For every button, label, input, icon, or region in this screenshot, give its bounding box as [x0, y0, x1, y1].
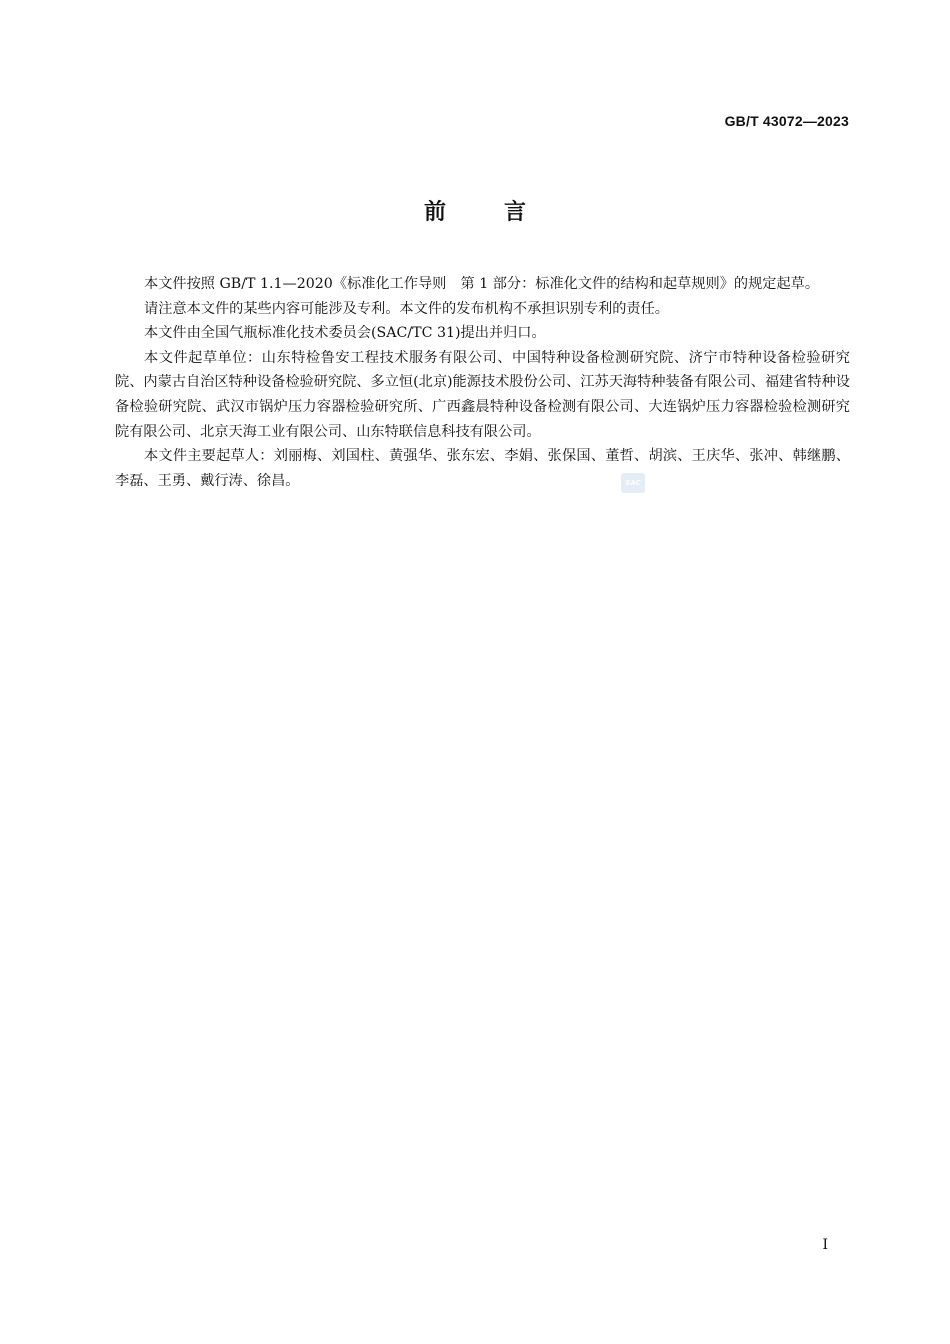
page-number: I [822, 1237, 828, 1253]
paragraph-committee: 本文件由全国气瓶标准化技术委员会(SAC/TC 31)提出并归口。 [144, 325, 546, 342]
paragraph-patent-notice: 请注意本文件的某些内容可能涉及专利。本文件的发布机构不承担识别专利的责任。 [144, 300, 669, 317]
standard-number: GB/T 43072—2023 [724, 113, 849, 129]
foreword-body [115, 272, 850, 493]
watermark-text: SAC [625, 479, 641, 487]
paragraph-drafting-rules: 本文件按照 GB/T 1.1—2020《标准化工作导则 第 1 部分：标准化文件的结构和起草规则》的规定起草。 [144, 276, 820, 292]
paragraph-drafters: 本文件主要起草人：刘丽梅、刘国柱、黄强华、张东宏、李娟、张保国、董哲、胡滨、王庆华、张冲、韩继鹏、李磊、王勇、戴行涛、徐昌。 [115, 448, 850, 489]
sac-logo-icon [621, 473, 645, 493]
paragraph-drafting-units: 本文件起草单位：山东特检鲁安工程技术服务有限公司、中国特种设备检测研究院、济宁市特种设备检验研究院、内蒙古自治区特种设备检验研究院、多立恒(北京)能源技术股份公司、江苏天海特种装备有限公司、福建省特种设备检验研究院、武汉市锅炉压力容器检验研究所、广西鑫晨特种设备检测有限公司、大连锅炉压力容器检验检测研究院有限公司、北京天海工业有限公司、山东特联信息科技有限公司。 [115, 349, 850, 440]
page-title: 前言 [423, 200, 584, 225]
